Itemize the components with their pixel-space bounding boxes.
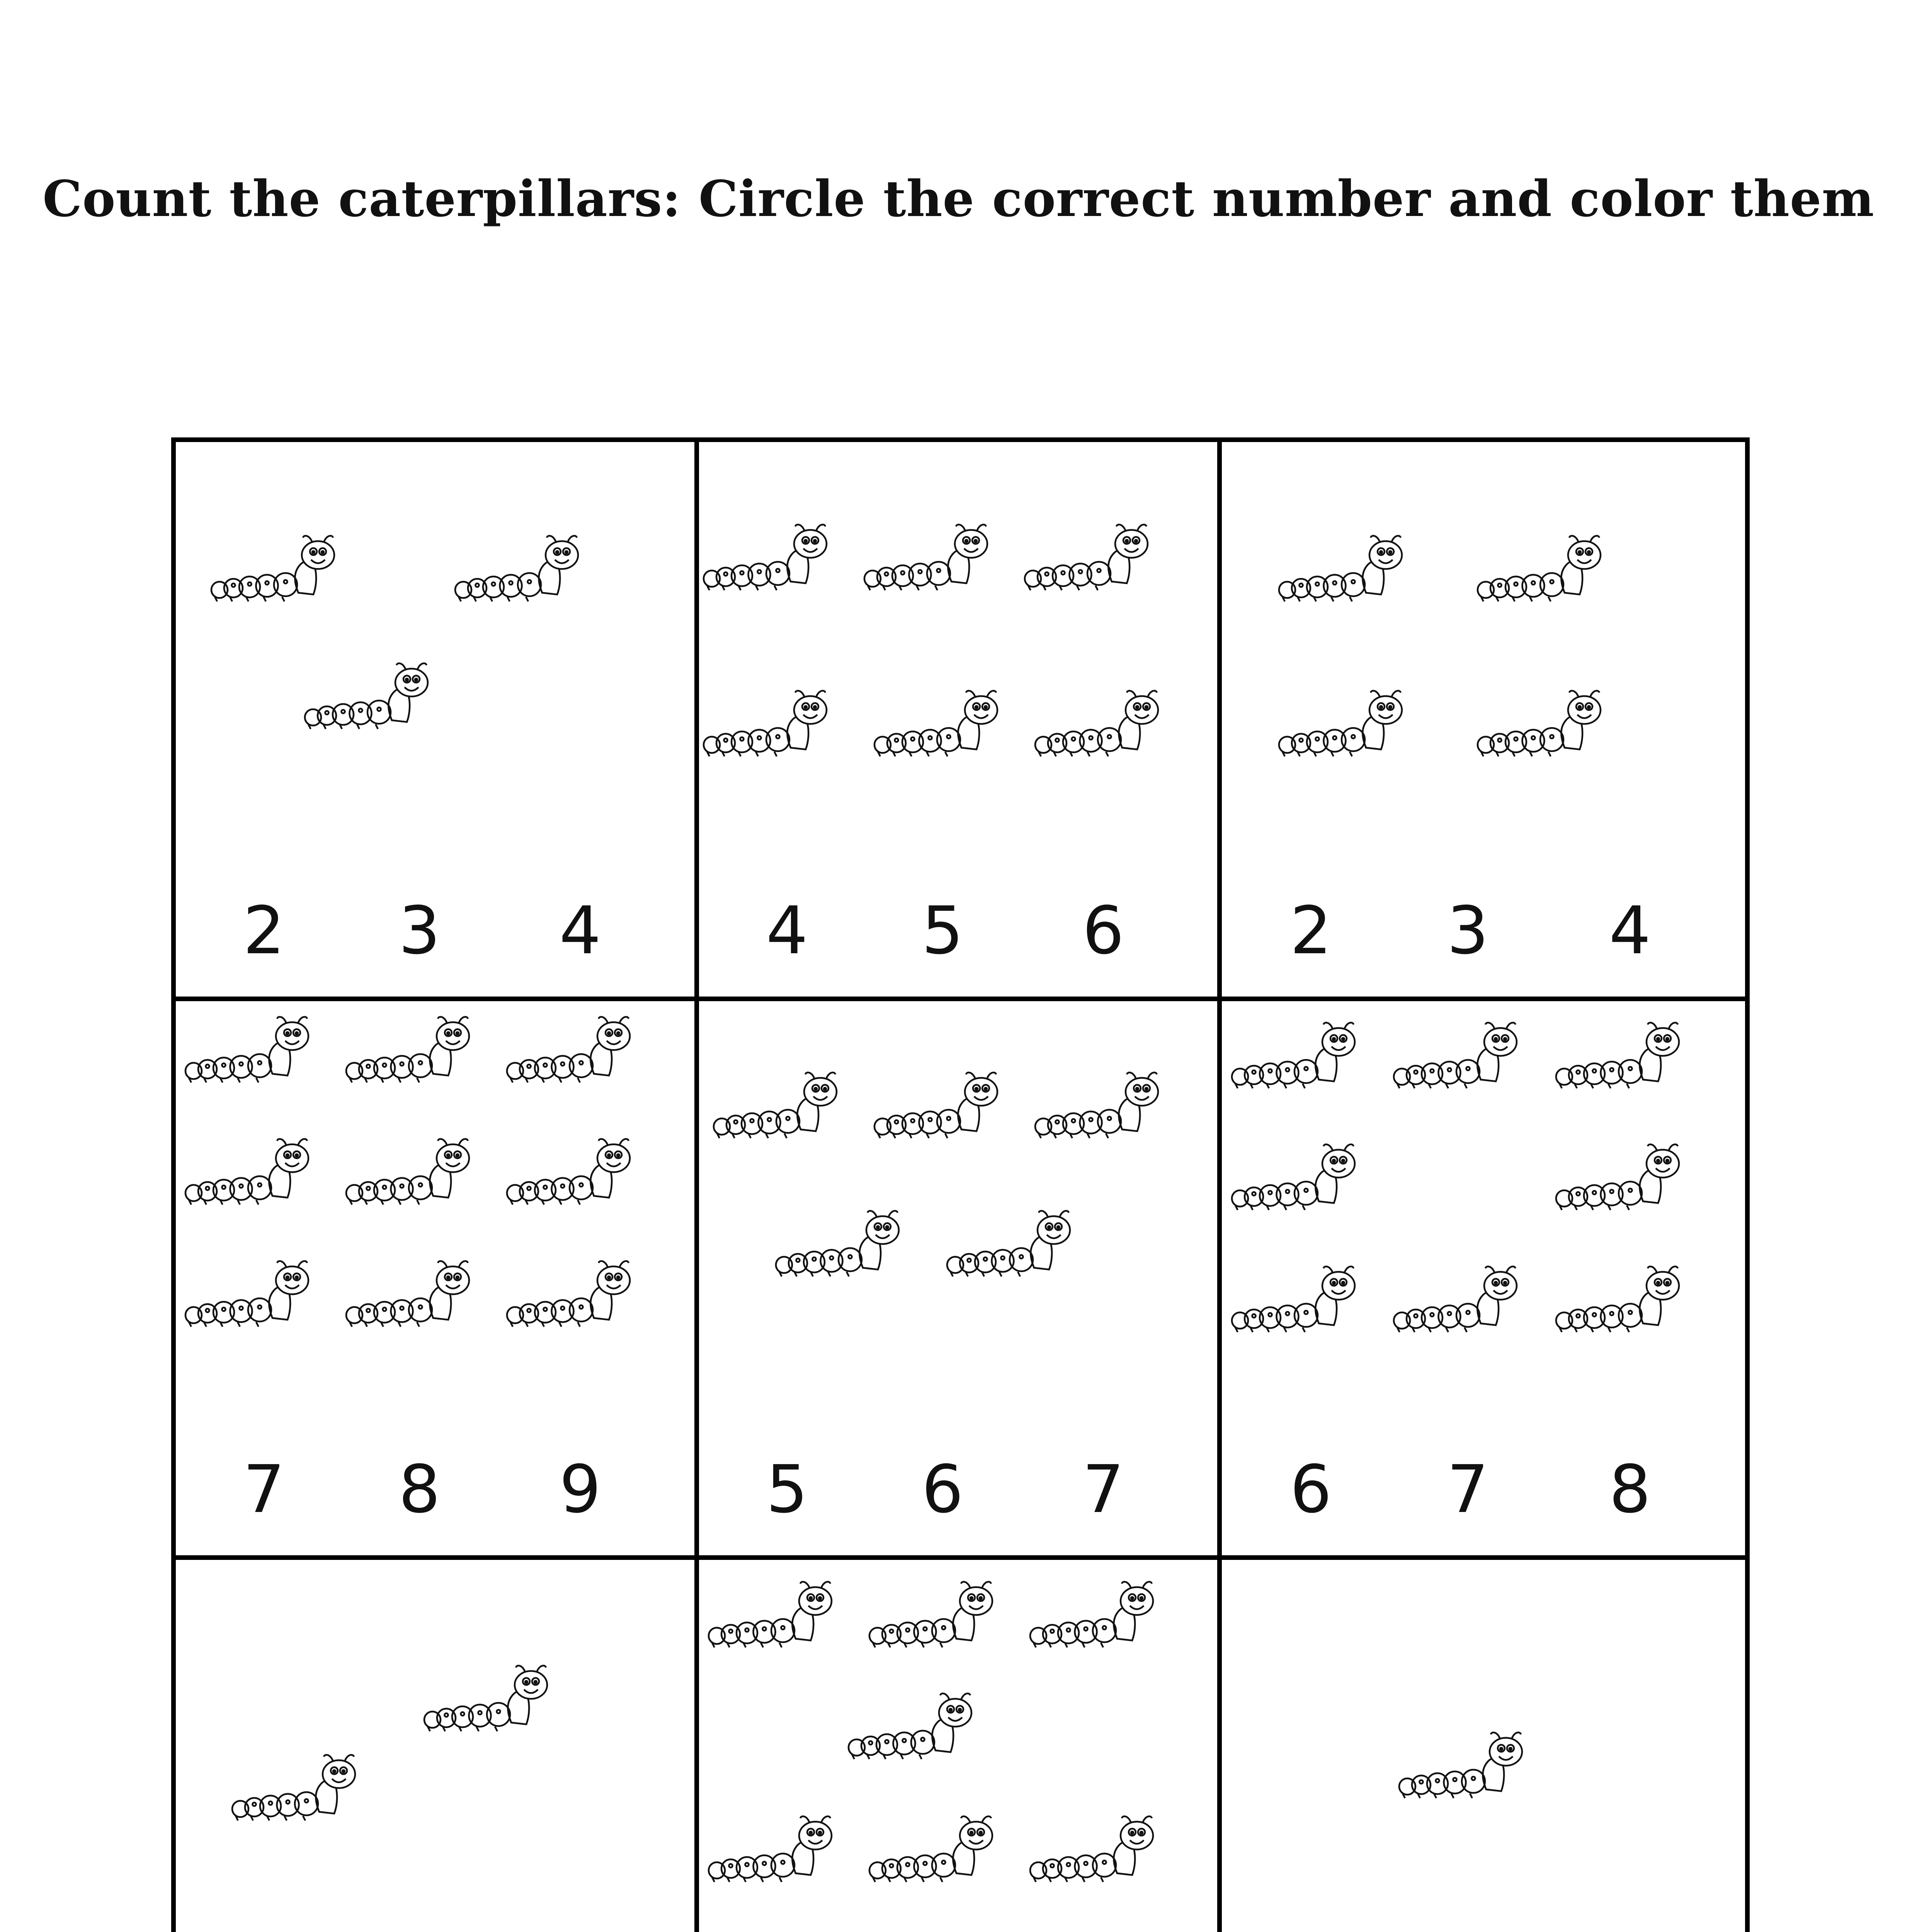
answer-options [1222, 892, 1745, 969]
caterpillar-icon [699, 686, 850, 763]
count-cell-9 [1222, 1560, 1745, 1932]
caterpillar-icon [1227, 1139, 1378, 1217]
answer-option[interactable]: 2 [243, 892, 285, 969]
answer-option[interactable]: 7 [1082, 1451, 1124, 1528]
caterpillar-icon [1026, 1811, 1176, 1889]
count-cell-7 [176, 1560, 699, 1932]
answer-option[interactable]: 9 [559, 1451, 601, 1528]
caterpillar-icon [1473, 686, 1624, 763]
caterpillar-icon [865, 1811, 1015, 1889]
caterpillar-icon [942, 1206, 1093, 1283]
answer-option[interactable]: 8 [398, 1451, 441, 1528]
caterpillar-icon [1031, 686, 1181, 763]
caterpillar-icon [771, 1206, 922, 1283]
caterpillar-icon [1551, 1139, 1702, 1217]
caterpillar-icon [228, 1750, 378, 1827]
caterpillar-icon [300, 658, 451, 736]
answer-option[interactable]: 4 [1609, 892, 1651, 969]
count-cell-6 [1222, 1001, 1745, 1560]
caterpillar-icon [342, 1256, 492, 1333]
caterpillar-icon [1551, 1018, 1702, 1095]
caterpillar-icon [451, 531, 601, 608]
caterpillar-icon [870, 1068, 1021, 1145]
count-cell-3 [1222, 442, 1745, 1001]
caterpillar-icon [865, 1577, 1015, 1654]
answer-options [699, 1451, 1218, 1528]
caterpillar-icon [502, 1012, 653, 1089]
caterpillar-icon [342, 1012, 492, 1089]
answer-option[interactable]: 2 [1290, 892, 1332, 969]
count-cell-4 [176, 1001, 699, 1560]
caterpillar-icon [502, 1134, 653, 1211]
caterpillar-icon [1551, 1262, 1702, 1339]
caterpillar-icon [1395, 1728, 1545, 1805]
answer-option[interactable]: 3 [398, 892, 441, 969]
caterpillar-icon [704, 1577, 855, 1654]
caterpillar-icon [342, 1134, 492, 1211]
count-cell-8 [699, 1560, 1222, 1932]
count-cell-5 [699, 1001, 1222, 1560]
caterpillar-icon [1389, 1262, 1540, 1339]
caterpillar-icon [1389, 1018, 1540, 1095]
caterpillar-icon [1227, 1262, 1378, 1339]
answer-option[interactable]: 5 [922, 892, 964, 969]
answer-option[interactable]: 8 [1609, 1451, 1651, 1528]
answer-option[interactable]: 4 [559, 892, 601, 969]
caterpillar-icon [704, 1811, 855, 1889]
caterpillar-icon [181, 1134, 332, 1211]
answer-options [1222, 1451, 1745, 1528]
count-cell-1 [176, 442, 699, 1001]
answer-options [176, 1451, 694, 1528]
page-title: Count the caterpillars: Circle the correct number and color them [43, 170, 1874, 228]
counting-grid [171, 437, 1750, 1932]
answer-option[interactable]: 4 [766, 892, 808, 969]
answer-option[interactable]: 5 [766, 1451, 808, 1528]
caterpillar-icon [870, 686, 1021, 763]
caterpillar-icon [699, 520, 850, 597]
caterpillar-icon [709, 1068, 860, 1145]
answer-option[interactable]: 6 [922, 1451, 964, 1528]
answer-option[interactable]: 7 [243, 1451, 285, 1528]
caterpillar-icon [1274, 531, 1425, 608]
caterpillar-icon [1031, 1068, 1181, 1145]
caterpillar-icon [420, 1661, 570, 1738]
caterpillar-icon [1020, 520, 1171, 597]
answer-option[interactable]: 6 [1082, 892, 1124, 969]
caterpillar-icon [181, 1012, 332, 1089]
caterpillar-icon [1026, 1577, 1176, 1654]
answer-options [176, 892, 694, 969]
caterpillar-icon [207, 531, 357, 608]
caterpillar-icon [1227, 1018, 1378, 1095]
answer-options [699, 892, 1218, 969]
caterpillar-icon [860, 520, 1010, 597]
caterpillar-icon [844, 1689, 995, 1766]
answer-option[interactable]: 6 [1290, 1451, 1332, 1528]
caterpillar-icon [1473, 531, 1624, 608]
caterpillar-icon [181, 1256, 332, 1333]
answer-option[interactable]: 3 [1447, 892, 1489, 969]
count-cell-2 [699, 442, 1222, 1001]
caterpillar-icon [1274, 686, 1425, 763]
answer-option[interactable]: 7 [1447, 1451, 1489, 1528]
caterpillar-icon [502, 1256, 653, 1333]
